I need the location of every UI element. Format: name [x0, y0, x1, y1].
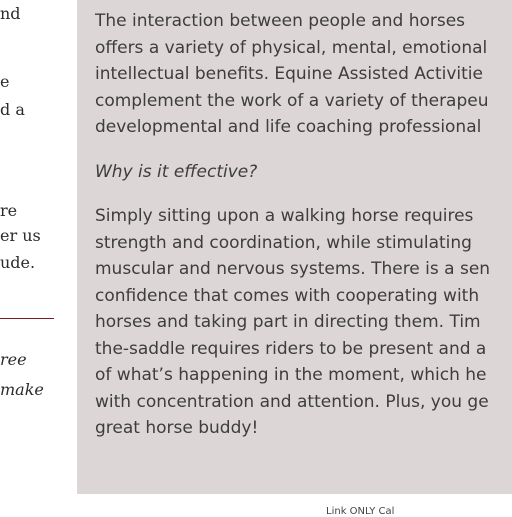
intro-line: The interaction between people and horses — [95, 11, 466, 31]
body-line: great horse buddy! — [95, 418, 259, 438]
left-text-line: re — [0, 201, 18, 220]
left-quote-line: ree — [0, 350, 27, 369]
info-panel — [77, 0, 512, 494]
body-line: of what’s happening in the moment, which he — [95, 365, 487, 385]
left-text-line: er us — [0, 226, 41, 245]
left-text-line: e — [0, 72, 10, 91]
intro-line: developmental and life coaching professional — [95, 117, 482, 137]
left-column — [0, 0, 60, 512]
left-quote-line: make — [0, 380, 44, 399]
subheading: Why is it effective? — [95, 161, 258, 182]
intro-line: complement the work of a variety of therapeu — [95, 90, 489, 111]
left-text-line: ude. — [0, 253, 36, 272]
intro-line: intellectual benefits. Equine Assisted Activitie — [95, 64, 483, 84]
divider-rule — [0, 318, 54, 319]
body-line: horses and taking part in directing them. Tim — [95, 312, 481, 332]
body-line: strength and coordination, while stimulating — [95, 232, 472, 253]
footer-text: Link ONLY Cal — [326, 506, 395, 517]
intro-line: offers a variety of physical, mental, emotional — [95, 37, 488, 58]
left-text-line: d a — [0, 100, 25, 119]
body-line: the-saddle requires riders to be present and a — [95, 338, 487, 359]
panel-text — [95, 8, 512, 442]
body-line: confidence that comes with cooperating with — [95, 285, 480, 306]
body-line: Simply sitting upon a walking horse requires — [95, 206, 474, 226]
left-text-line: nd — [0, 4, 21, 23]
body-line: muscular and nervous systems. There is a sen — [95, 259, 491, 279]
body-line: with concentration and attention. Plus, you ge — [95, 391, 489, 412]
